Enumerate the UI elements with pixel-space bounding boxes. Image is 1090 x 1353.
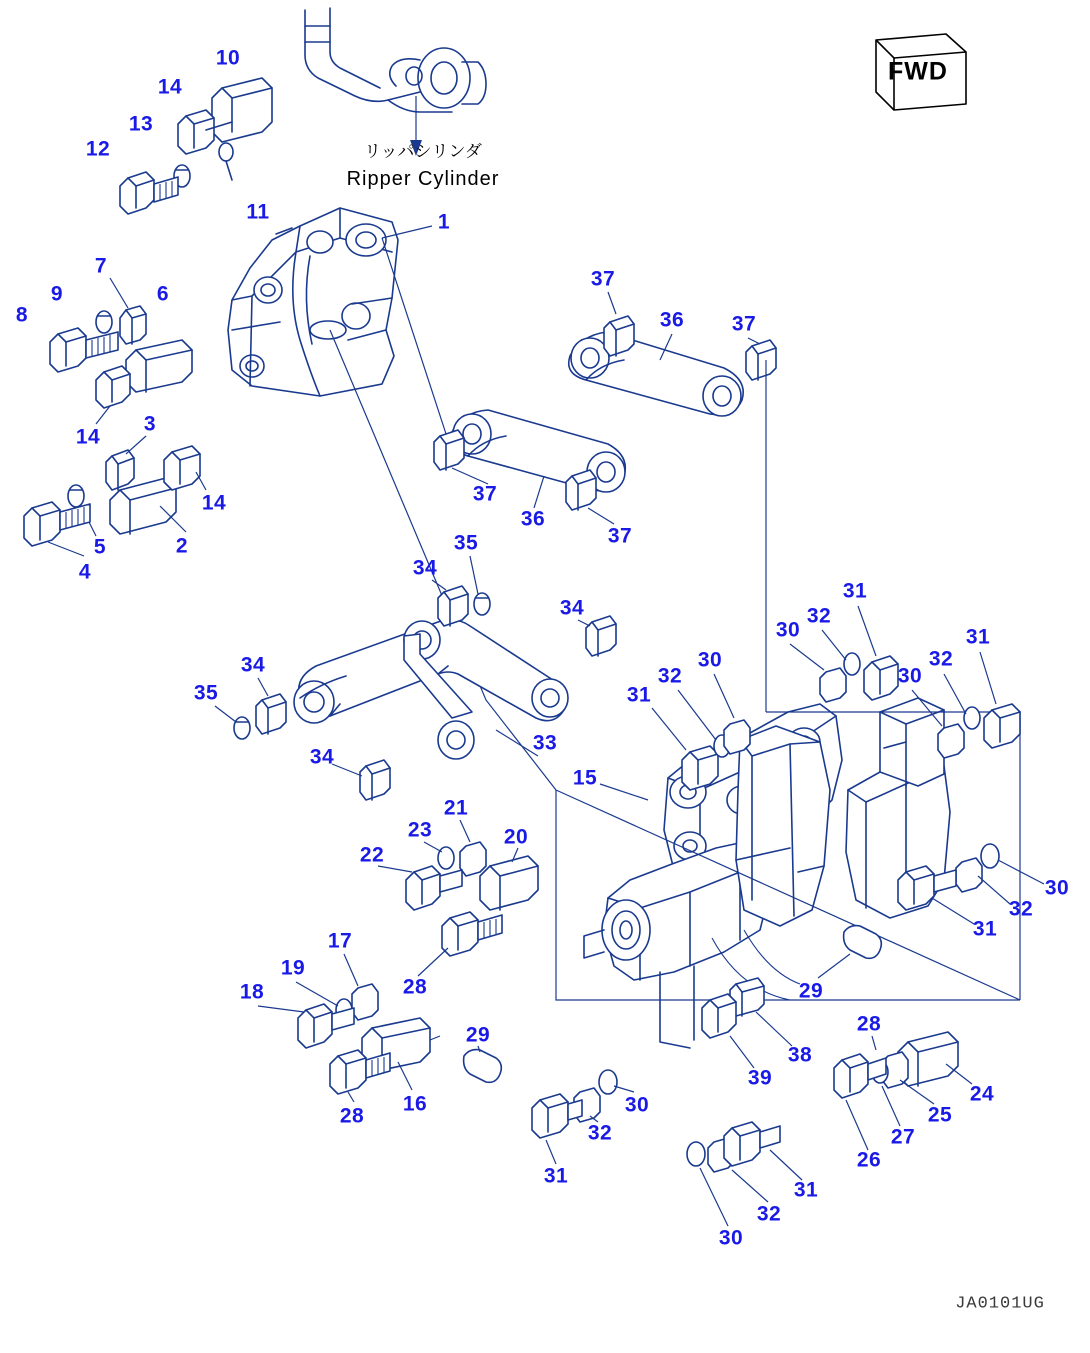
callout-12: 12 (85, 137, 111, 161)
callout-1: 1 (437, 210, 451, 234)
drawing-number: JA0101UG (955, 1294, 1045, 1314)
callout-31-e: 31 (543, 1164, 569, 1188)
callout-10: 10 (215, 46, 241, 70)
callout-35-b: 35 (193, 681, 219, 705)
callout-14-c: 14 (201, 491, 227, 515)
callout-25: 25 (927, 1103, 953, 1127)
callout-29-b: 29 (465, 1023, 491, 1047)
callout-4: 4 (78, 560, 92, 584)
callout-37-d: 37 (607, 524, 633, 548)
callout-38: 38 (787, 1043, 813, 1067)
callout-26: 26 (856, 1148, 882, 1172)
callout-31-b: 31 (965, 625, 991, 649)
parts-group-left-pin (50, 278, 192, 424)
callout-37-a: 37 (590, 267, 616, 291)
callout-19: 19 (280, 956, 306, 980)
callout-8: 8 (15, 303, 29, 327)
callout-30-e: 30 (624, 1093, 650, 1117)
callout-32-a: 32 (806, 604, 832, 628)
callout-34-c: 34 (240, 653, 266, 677)
fwd-label: FWD (888, 57, 948, 86)
callout-5: 5 (93, 535, 107, 559)
callout-16: 16 (402, 1092, 428, 1116)
fasteners-bottom-center (532, 1070, 634, 1164)
parts-group-upper-left (120, 75, 272, 214)
parts-38-39 (702, 978, 792, 1068)
callout-31-a: 31 (842, 579, 868, 603)
callout-11: 11 (246, 200, 270, 224)
callout-33: 33 (532, 731, 558, 755)
callout-28-b: 28 (339, 1104, 365, 1128)
callout-34-a: 34 (412, 556, 438, 580)
callout-32-f: 32 (756, 1202, 782, 1226)
yoke-33 (215, 556, 616, 800)
callout-28-a: 28 (402, 975, 428, 999)
callout-17: 17 (327, 929, 353, 953)
callout-30-c: 30 (697, 648, 723, 672)
callout-36-a: 36 (659, 308, 685, 332)
callout-14-b: 14 (75, 425, 101, 449)
callout-28-c: 28 (856, 1012, 882, 1036)
callout-22: 22 (359, 843, 385, 867)
pin-29-right (818, 926, 881, 978)
callout-37-b: 37 (731, 312, 757, 336)
callout-34-d: 34 (309, 745, 335, 769)
callout-31-d: 31 (972, 917, 998, 941)
callout-20: 20 (503, 825, 529, 849)
callout-31-c: 31 (626, 683, 652, 707)
callout-15: 15 (572, 766, 598, 790)
callout-27: 27 (890, 1125, 916, 1149)
callout-31-f: 31 (793, 1178, 819, 1202)
fasteners-bottom-right (687, 1122, 802, 1226)
callout-30-f: 30 (718, 1226, 744, 1250)
ripper-cylinder-label-en: Ripper Cylinder (346, 168, 500, 190)
ripper-cylinder-rod (305, 8, 486, 156)
callout-29-a: 29 (798, 979, 824, 1003)
callout-36-b: 36 (520, 507, 546, 531)
callout-32-c: 32 (657, 664, 683, 688)
callout-18: 18 (239, 980, 265, 1004)
callout-23: 23 (407, 818, 433, 842)
callout-30-d: 30 (1044, 876, 1070, 900)
callout-14: 14 (157, 75, 183, 99)
callout-6: 6 (156, 282, 170, 306)
callout-32-b: 32 (928, 647, 954, 671)
callout-37-c: 37 (472, 482, 498, 506)
callout-32-e: 32 (587, 1121, 613, 1145)
callout-34-b: 34 (559, 596, 585, 620)
callout-9: 9 (50, 282, 64, 306)
callout-24: 24 (969, 1082, 995, 1106)
callout-2: 2 (175, 534, 189, 558)
callout-30-a: 30 (775, 618, 801, 642)
callout-3: 3 (143, 412, 157, 436)
callout-39: 39 (747, 1066, 773, 1090)
callout-35-a: 35 (453, 531, 479, 555)
callout-7: 7 (94, 254, 108, 278)
callout-30-b: 30 (897, 664, 923, 688)
ripper-cylinder-label-jp: リッパシリンダ (364, 142, 482, 162)
callout-21: 21 (443, 796, 469, 820)
callout-32-d: 32 (1008, 897, 1034, 921)
callout-13: 13 (128, 112, 154, 136)
